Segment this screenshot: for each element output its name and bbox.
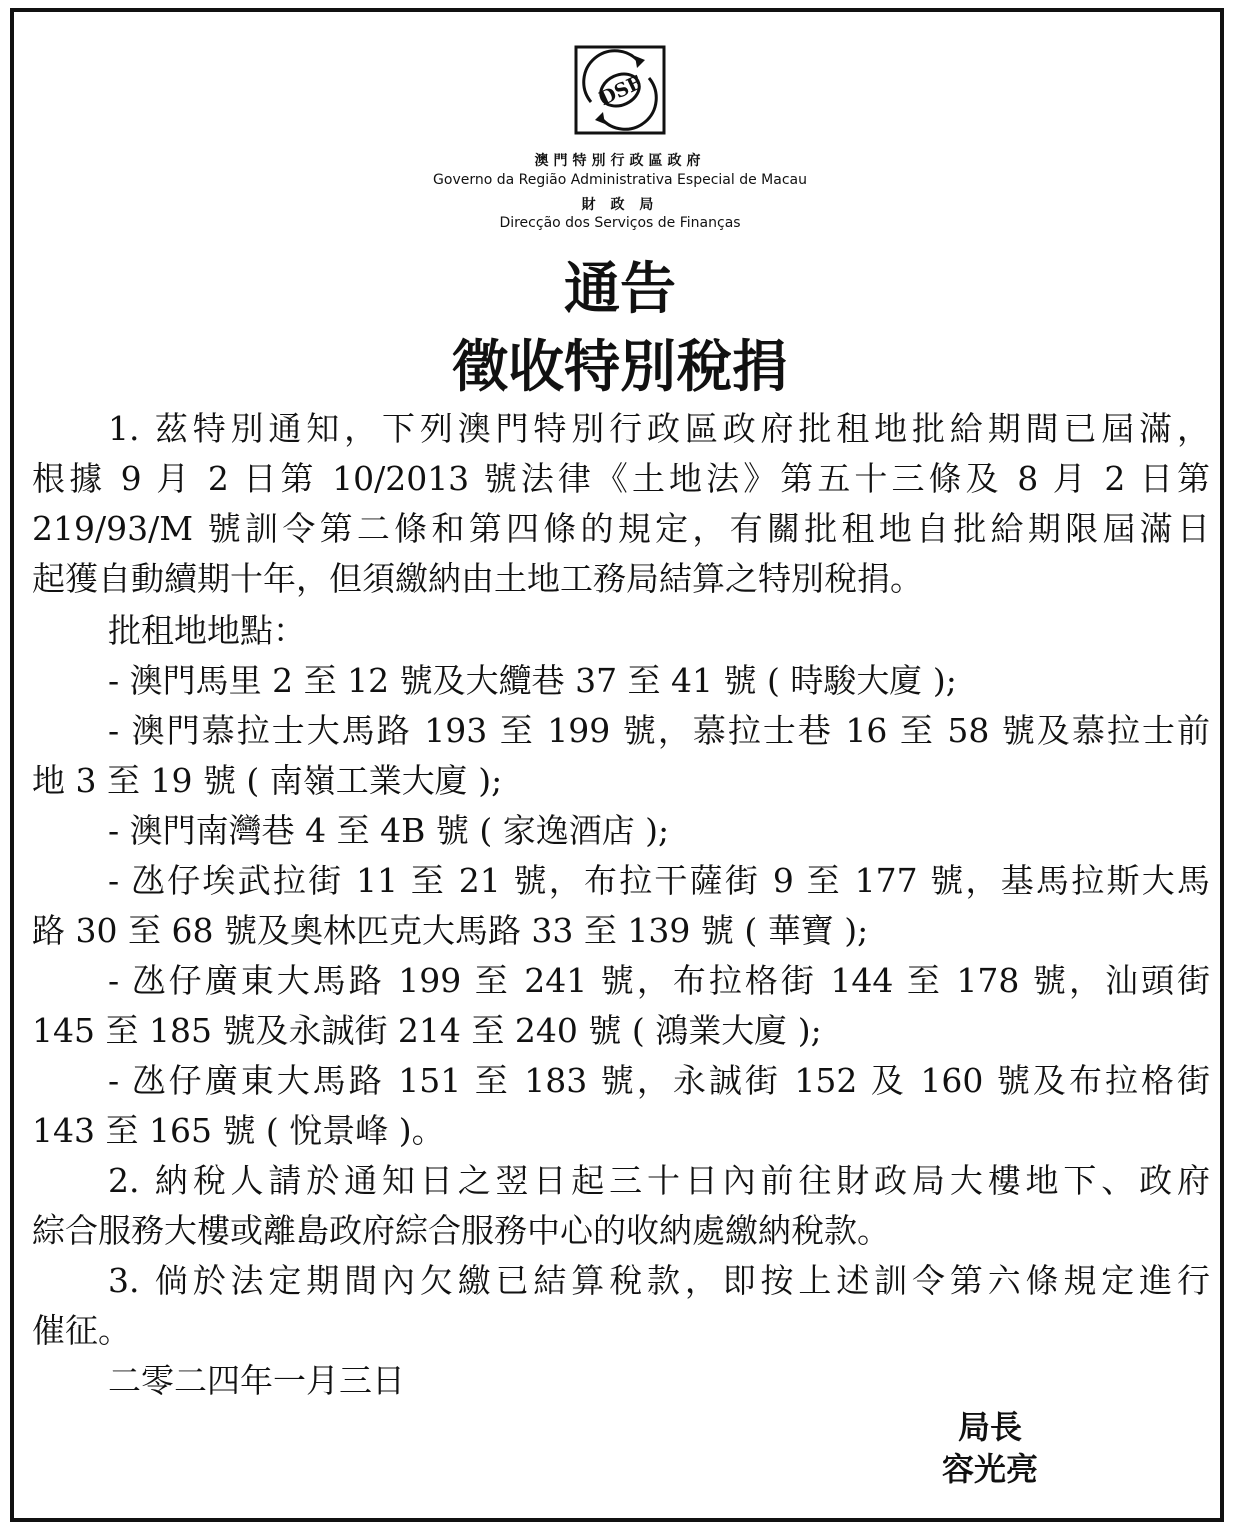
org-name-pt: Governo da Região Administrativa Especial de Macau bbox=[433, 172, 807, 188]
list-item: - 澳門南灣巷 4 至 4B 號 ( 家逸酒店 ); bbox=[108, 811, 670, 850]
dept-name-pt: Direcção dos Serviços de Finanças bbox=[499, 215, 741, 231]
body-line: 批租地地點： bbox=[108, 611, 306, 650]
list-item: - 澳門慕拉士大馬路 193 至 199 號，慕拉士巷 16 至 58 號及慕拉士前 bbox=[108, 711, 1210, 750]
body-line: 綜合服務大樓或離島政府綜合服務中心的收納處繳納稅款。 bbox=[32, 1211, 890, 1250]
notice-date: 二零二四年一月三日 bbox=[108, 1361, 405, 1400]
dept-name-cn: 財 政 局 bbox=[581, 197, 659, 213]
logo-text: DSF bbox=[595, 71, 645, 111]
body-line: 3. 倘於法定期間內欠繳已結算稅款，即按上述訓令第六條規定進行 bbox=[108, 1261, 1210, 1300]
body-line: 2. 納稅人請於通知日之翌日起三十日內前往財政局大樓地下、政府 bbox=[108, 1161, 1210, 1200]
list-item: - 澳門馬里 2 至 12 號及大纜巷 37 至 41 號 ( 時駿大廈 ); bbox=[108, 661, 957, 700]
body-line: 起獲自動續期十年，但須繳納由土地工務局結算之特別稅捐。 bbox=[32, 559, 923, 598]
notice-subtitle: 徵收特別稅捐 bbox=[452, 335, 788, 400]
signature-title: 局長 bbox=[957, 1408, 1022, 1446]
signature-name: 容光亮 bbox=[941, 1450, 1038, 1488]
body-line: 1. 茲特別通知，下列澳門特別行政區政府批租地批給期間已屆滿， bbox=[108, 409, 1210, 448]
org-name-cn: 澳門特別行政區政府 bbox=[534, 153, 706, 169]
body-line: 根據 9 月 2 日第 10/2013 號法律《土地法》第五十三條及 8 月 2 日第 bbox=[32, 459, 1210, 498]
list-item: - 氹仔廣東大馬路 151 至 183 號，永誠街 152 及 160 號及布拉格街 bbox=[108, 1061, 1210, 1100]
list-item: 路 30 至 68 號及奧林匹克大馬路 33 至 139 號 ( 華寶 ); bbox=[32, 911, 869, 950]
list-item: - 氹仔廣東大馬路 199 至 241 號，布拉格街 144 至 178 號，汕頭街 bbox=[108, 961, 1210, 1000]
list-item: 145 至 185 號及永誠街 214 至 240 號 ( 鴻業大廈 ); bbox=[32, 1011, 822, 1050]
list-item: 143 至 165 號 ( 悅景峰 )。 bbox=[32, 1111, 445, 1150]
list-item: - 氹仔埃武拉街 11 至 21 號，布拉干薩街 9 至 177 號，基馬拉斯大馬 bbox=[108, 861, 1210, 900]
notice-title: 通告 bbox=[564, 257, 676, 322]
list-item: 地 3 至 19 號 ( 南嶺工業大廈 ); bbox=[32, 761, 503, 800]
body-line: 219/93/M 號訓令第二條和第四條的規定，有關批租地自批給期限屆滿日 bbox=[32, 509, 1210, 548]
dsf-logo bbox=[573, 44, 667, 136]
body-line: 催征。 bbox=[32, 1311, 131, 1350]
